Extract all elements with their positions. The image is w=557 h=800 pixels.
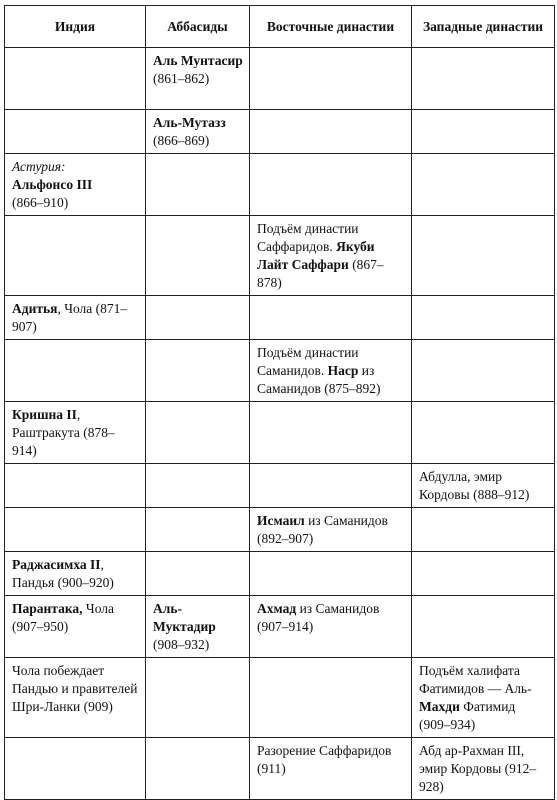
cell-western (412, 402, 555, 464)
cell-eastern (250, 110, 412, 154)
cell-text: из Саманидов (875–892) (257, 363, 381, 396)
cell-western (412, 738, 555, 800)
cell-india (5, 110, 146, 154)
cell-text: Махди (419, 699, 460, 714)
cell-eastern (250, 508, 412, 552)
header-india: Индия (5, 6, 146, 48)
cell-western (412, 464, 555, 508)
table-row (5, 154, 555, 216)
cell-text: Абд ар-Рахман III, эмир Кордовы (912–928) (419, 743, 537, 794)
table-row (5, 110, 555, 154)
table-row (5, 464, 555, 508)
cell-text: Аль Мунтасир (153, 53, 243, 68)
cell-india (5, 154, 146, 216)
header-western-dynasties: Западные династии (412, 6, 555, 48)
cell-text: , Чола (871–907) (12, 301, 128, 334)
cell-eastern (250, 738, 412, 800)
table-row (5, 596, 555, 658)
cell-india (5, 340, 146, 402)
cell-abbasids (146, 658, 250, 738)
cell-text: Подъём династии Саффаридов. (257, 221, 359, 254)
cell-western (412, 340, 555, 402)
cell-india (5, 402, 146, 464)
cell-eastern (250, 464, 412, 508)
cell-abbasids (146, 216, 250, 296)
cell-western (412, 48, 555, 110)
cell-abbasids (146, 154, 250, 216)
cell-abbasids (146, 508, 250, 552)
cell-text: Якуби Лайт Саффари (257, 239, 375, 272)
cell-eastern (250, 552, 412, 596)
cell-india (5, 508, 146, 552)
cell-text: (908–932) (153, 637, 210, 652)
cell-text: Чола (907–950) (12, 601, 114, 634)
cell-text: Раджасимха II (12, 557, 101, 572)
cell-eastern (250, 216, 412, 296)
cell-text: Ахмад (257, 601, 297, 616)
cell-india (5, 596, 146, 658)
cell-india (5, 296, 146, 340)
table-header (5, 6, 555, 48)
table-row (5, 340, 555, 402)
table-row (5, 216, 555, 296)
table-row (5, 552, 555, 596)
cell-abbasids (146, 738, 250, 800)
cell-abbasids (146, 296, 250, 340)
cell-western (412, 596, 555, 658)
cell-india (5, 738, 146, 800)
cell-text: Фатимид (909–934) (419, 699, 516, 732)
cell-western (412, 110, 555, 154)
cell-abbasids (146, 552, 250, 596)
cell-eastern (250, 402, 412, 464)
table-body (5, 48, 555, 800)
cell-text: , Пандья (900–920) (12, 557, 114, 590)
cell-abbasids (146, 402, 250, 464)
header-eastern-dynasties: Восточные династии (250, 6, 412, 48)
chronology-table (4, 5, 555, 800)
cell-text: Разорение Саффаридов (911) (257, 743, 392, 776)
cell-abbasids (146, 464, 250, 508)
cell-text: (861–862) (153, 71, 210, 86)
cell-india (5, 216, 146, 296)
cell-western (412, 658, 555, 738)
header-abbasids: Аббасиды (146, 6, 250, 48)
cell-text: Подъём династии Саманидов. (257, 345, 359, 378)
table-row (5, 658, 555, 738)
cell-india (5, 658, 146, 738)
table-row (5, 508, 555, 552)
cell-text: Наср (327, 363, 359, 378)
cell-text: Аль-Муктадир (153, 601, 216, 634)
cell-text: Подъём халифата Фатимидов — Аль- (419, 663, 532, 696)
cell-text: (867–878) (257, 257, 384, 290)
table-row (5, 402, 555, 464)
cell-text: Чола побеждает Пандью и правителей Шри-Ланки (909) (12, 663, 138, 714)
cell-eastern (250, 658, 412, 738)
cell-eastern (250, 340, 412, 402)
cell-western (412, 216, 555, 296)
cell-western (412, 154, 555, 216)
cell-eastern (250, 296, 412, 340)
cell-text: Астурия: (12, 159, 66, 174)
cell-eastern (250, 48, 412, 110)
cell-western (412, 296, 555, 340)
cell-text: из Саманидов (907–914) (257, 601, 380, 634)
cell-text: (866–869) (153, 133, 210, 148)
header-row (5, 6, 555, 48)
cell-eastern (250, 596, 412, 658)
cell-text: из Саманидов (892–907) (257, 513, 388, 546)
cell-text: Аль-Мутазз (153, 115, 226, 130)
table-row (5, 296, 555, 340)
table-row (5, 738, 555, 800)
cell-eastern (250, 154, 412, 216)
cell-abbasids (146, 596, 250, 658)
cell-text: Адитья (12, 301, 58, 316)
cell-india (5, 464, 146, 508)
cell-abbasids (146, 340, 250, 402)
cell-western (412, 552, 555, 596)
cell-india (5, 552, 146, 596)
cell-text: Кришна II (12, 407, 77, 422)
cell-text: (866–910) (12, 195, 69, 210)
cell-india (5, 48, 146, 110)
cell-text: Альфонсо III (12, 177, 93, 192)
cell-abbasids (146, 48, 250, 110)
cell-western (412, 508, 555, 552)
cell-text: Парантака, (12, 601, 83, 616)
cell-text: Исмаил (257, 513, 305, 528)
cell-abbasids (146, 110, 250, 154)
cell-text: , Раштракута (878–914) (12, 407, 115, 458)
table-row (5, 48, 555, 110)
chronology-table-container (4, 5, 555, 800)
cell-text: Абдулла, эмир Кордовы (888–912) (419, 469, 530, 502)
